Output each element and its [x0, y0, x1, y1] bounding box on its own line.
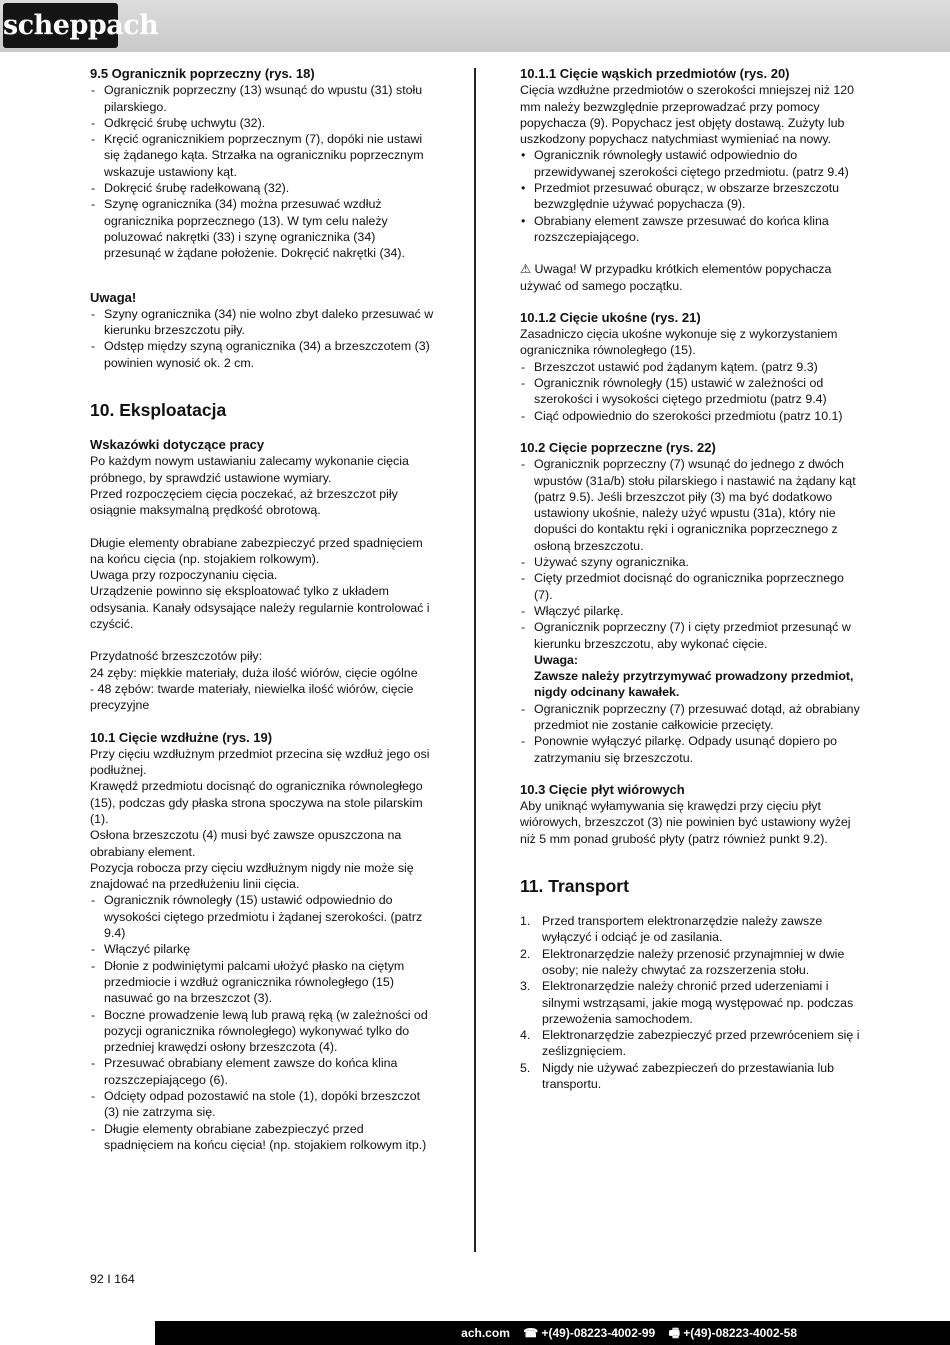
- paragraph: 24 zęby: miękkie materiały, duża ilość wiórów, cięcie ogólne: [90, 665, 418, 680]
- paragraph: Uwaga przy rozpoczynaniu cięcia.: [90, 568, 278, 583]
- list-item: - Ogranicznik równoległy (15) ustawić w zależności od szerokości i wysokości ciętego przedmiotu (patrz 9.4): [520, 375, 865, 408]
- paragraph: Krawędź przedmiotu docisnąć do ogranicznika równoległego (15), podczas gdy płaska strona spoczywa na stole pilarskim (1).: [90, 779, 423, 826]
- brand-logo: scheppach: [3, 3, 118, 48]
- list-item: - Dłonie z podwiniętymi palcami ułożyć płasko na ciętym przedmiocie i wzdłuż ogranicznika równoległego (15) nasuwać go na brzeszczot (3).: [90, 958, 435, 1007]
- paragraph: Urządzenie powinno się eksploatować tylko z układem odsysania. Kanały odsysające należy regularnie kontrolować i czyścić.: [90, 584, 430, 632]
- column-divider: [474, 68, 476, 1252]
- section-10-2-title: 10.2 Cięcie poprzeczne (rys. 22): [520, 439, 716, 455]
- numbered-item: 4. Elektronarzędzie zabezpieczyć przed przewróceniem się i ześlizgnięciem.: [520, 1028, 860, 1059]
- paragraph: Cięcia wzdłużne przedmiotów o szerokości mniejszej niż 120 mm należy bezwzględnie przeprowadzać przy pomocy popychacza (9). Popychacz jest objęty dostawą. Zużyty lub uszkodzony popychacz natychmiast wymieniać na nowy.: [520, 83, 855, 147]
- section-9-5-title: 9.5 Ogranicznik poprzeczny (rys. 18): [90, 66, 315, 81]
- list-item: - Ogranicznik poprzeczny (13) wsunąć do wpustu (31) stołu pilarskiego.: [90, 82, 435, 115]
- uwaga-label: Uwaga:: [534, 652, 579, 667]
- work-tips-heading: Wskazówki dotyczące pracy: [90, 437, 265, 453]
- section-11-title: 11. Transport: [520, 876, 629, 897]
- section-10-3-title: 10.3 Cięcie płyt wiórowych: [520, 781, 685, 797]
- page-number: 92 I 164: [90, 1272, 135, 1286]
- list-item: - Szyny ogranicznika (34) nie wolno zbyt daleko przesuwać w kierunku brzeszczotu piły.: [90, 306, 435, 339]
- section-10-title: 10. Eksploatacja: [90, 400, 227, 421]
- list-item: - Włączyć pilarkę.: [520, 603, 865, 619]
- list-item: - Ogranicznik równoległy (15) ustawić odpowiednio do wysokości ciętego przedmiotu i żądanej szerokości. (patrz 9.4): [90, 892, 435, 941]
- list-item: • Ogranicznik równoległy ustawić odpowiednio do przewidywanej szerokości ciętego przedmiotu. (patrz 9.4): [520, 147, 865, 180]
- contact-info: [451, 1321, 797, 1345]
- list-item: - Przesuwać obrabiany element zawsze do końca klina rozszczepiającego (6).: [90, 1055, 435, 1088]
- uwaga-text: Zawsze należy przytrzymywać prowadzony przedmiot, nigdy odcinany kawałek.: [534, 669, 854, 700]
- paragraph: Przydatność brzeszczotów piły:: [90, 649, 263, 664]
- list-item: - Odcięty odpad pozostawić na stole (1), dopóki brzeszczot (3) nie zatrzyma się.: [90, 1088, 435, 1121]
- paragraph: Długie elementy obrabiane zabezpieczyć przed spadnięciem na końcu cięcia (np. stojakiem rolkowym).: [90, 535, 423, 566]
- list-item: - Ciąć odpowiednio do szerokości przedmiotu (patrz 10.1): [520, 408, 865, 424]
- list-item: • Przedmiot przesuwać oburącz, w obszarze brzeszczotu bezwzględnie używać popychacza (9).: [520, 180, 865, 213]
- right-column: [520, 66, 865, 1092]
- list-item: - Brzeszczot ustawić pod żądanym kątem. (patrz 9.3): [520, 359, 865, 375]
- list-item: - Włączyć pilarkę: [90, 941, 435, 957]
- header-bar: [0, 0, 950, 52]
- list-item: - Cięty przedmiot docisnąć do ogranicznika poprzecznego (7).: [520, 570, 865, 603]
- numbered-item: 2. Elektronarzędzie należy przenosić przynajmniej w dwie osoby; nie należy chwytać za rozszerzenia stołu.: [520, 946, 845, 977]
- paragraph: Osłona brzeszczotu (4) musi być zawsze opuszczona na obrabiany element.: [90, 828, 402, 859]
- website-link[interactable]: ach.com: [461, 1326, 510, 1340]
- list-item: - Kręcić ogranicznikiem poprzecznym (7), dopóki nie ustawi się żądanego kąta. Strzałka na ograniczniku poprzecznym wskazuje ustawiony kąt.: [90, 131, 435, 180]
- fax-number: 🖷 +(49)-08223-4002-58: [668, 1326, 797, 1340]
- list-item: - Szynę ogranicznika (34) można przesuwać wzdłuż ogranicznika poprzecznego (13). W tym celu należy poluzować nakrętki (33) i szynę ogranicznika (34) przesunąć w żądane położenie. Dokręcić nakrętki (34).: [90, 196, 435, 261]
- uwaga-heading: Uwaga!: [90, 289, 137, 305]
- list-item: - Długie elementy obrabiane zabezpieczyć przed spadnięciem na końcu cięcia! (np. stojakiem rolkowym itp.): [90, 1121, 435, 1154]
- list-item: - Ogranicznik poprzeczny (7) i cięty przedmiot przesunąć w kierunku brzeszczotu, aby wykonać cięcie.: [520, 619, 865, 652]
- list-item: - Dokręcić śrubę radełkowaną (32).: [90, 180, 435, 196]
- list-item: - Odkręcić śrubę uchwytu (32).: [90, 115, 435, 131]
- footer-bar: [0, 1321, 950, 1345]
- paragraph: Przed rozpoczęciem cięcia poczekać, aż brzeszczot piły osiągnie maksymalną prędkość obrotową.: [90, 486, 398, 518]
- paragraph: Po każdym nowym ustawianiu zalecamy wykonanie cięcia próbnego, by sprawdzić ustawione wymiary.: [90, 454, 409, 485]
- paragraph: Aby uniknąć wyłamywania się krawędzi przy cięciu płyt wiórowych, brzeszczot (3) nie powinien być ustawiony wyżej niż 5 mm ponad grubość płyty (patrz również punkt 9.2).: [520, 799, 851, 846]
- list-item: - Boczne prowadzenie lewą lub prawą ręką (w zależności od pozycji ogranicznika równoległego) wykonywać tylko do przedniej krawędzi osłony brzeszczota (4).: [90, 1007, 435, 1056]
- numbered-item: 1. Przed transportem elektronarzędzie należy zawsze wyłączyć i odciąć je od zasilania.: [520, 914, 823, 945]
- paragraph: Pozycja robocza przy cięciu wzdłużnym nigdy nie może się znajdować na przedłużeniu linii cięcia.: [90, 860, 414, 892]
- section-10-1-title: 10.1 Cięcie wzdłużne (rys. 19): [90, 729, 273, 745]
- warning-note: ⚠ Uwaga! W przypadku krótkich elementów popychacza używać od samego początku.: [520, 262, 832, 293]
- paragraph: Zasadniczo cięcia ukośne wykonuje się z wykorzystaniem ogranicznika równoległego (15).: [520, 327, 838, 358]
- left-column: [90, 66, 435, 1153]
- list-item: - Ponownie wyłączyć pilarkę. Odpady usunąć dopiero po zatrzymaniu się brzeszczotu.: [520, 733, 865, 766]
- numbered-item: 3. Elektronarzędzie należy chronić przed uderzeniami i silnymi wstrząsami, jakie mogą występować np. podczas przewożenia samochodem.: [520, 979, 854, 1026]
- paragraph: - 48 zębów: twarde materiały, niewielka ilość wiórów, cięcie precyzyjne: [90, 681, 414, 713]
- list-item: - Ogranicznik poprzeczny (7) wsunąć do jednego z dwóch wpustów (31a/b) stołu pilarskiego i nastawić na żądany kąt (patrz 9.5). Jeśli brzeszczot piły (3) ma być dodatkowo ustawiony ukośnie, należy użyć wpustu (31a), który nie dopuści do kontaktu ręki i ogranicznika poprzecznego z osłoną brzeszczotu.: [520, 456, 865, 554]
- phone-number: ☎ +(49)-08223-4002-99: [523, 1326, 656, 1340]
- section-10-1-1-title: 10.1.1 Cięcie wąskich przedmiotów (rys. 20): [520, 66, 790, 81]
- paragraph: Przy cięciu wzdłużnym przedmiot przecina się wzdłuż jego osi podłużnej.: [90, 746, 430, 778]
- list-item: • Obrabiany element zawsze przesuwać do końca klina rozszczepiającego.: [520, 213, 865, 246]
- numbered-item: 5. Nigdy nie używać zabezpieczeń do przestawiania lub transportu.: [520, 1060, 835, 1092]
- list-item: - Ogranicznik poprzeczny (7) przesuwać dotąd, aż obrabiany przedmiot nie zostanie całkowicie przecięty.: [520, 701, 865, 734]
- list-item: - Odstęp między szyną ogranicznika (34) a brzeszczotem (3) powinien wynosić ok. 2 cm.: [90, 338, 435, 371]
- section-10-1-2-title: 10.1.2 Cięcie ukośne (rys. 21): [520, 309, 701, 325]
- list-item: - Używać szyny ogranicznika.: [520, 554, 865, 570]
